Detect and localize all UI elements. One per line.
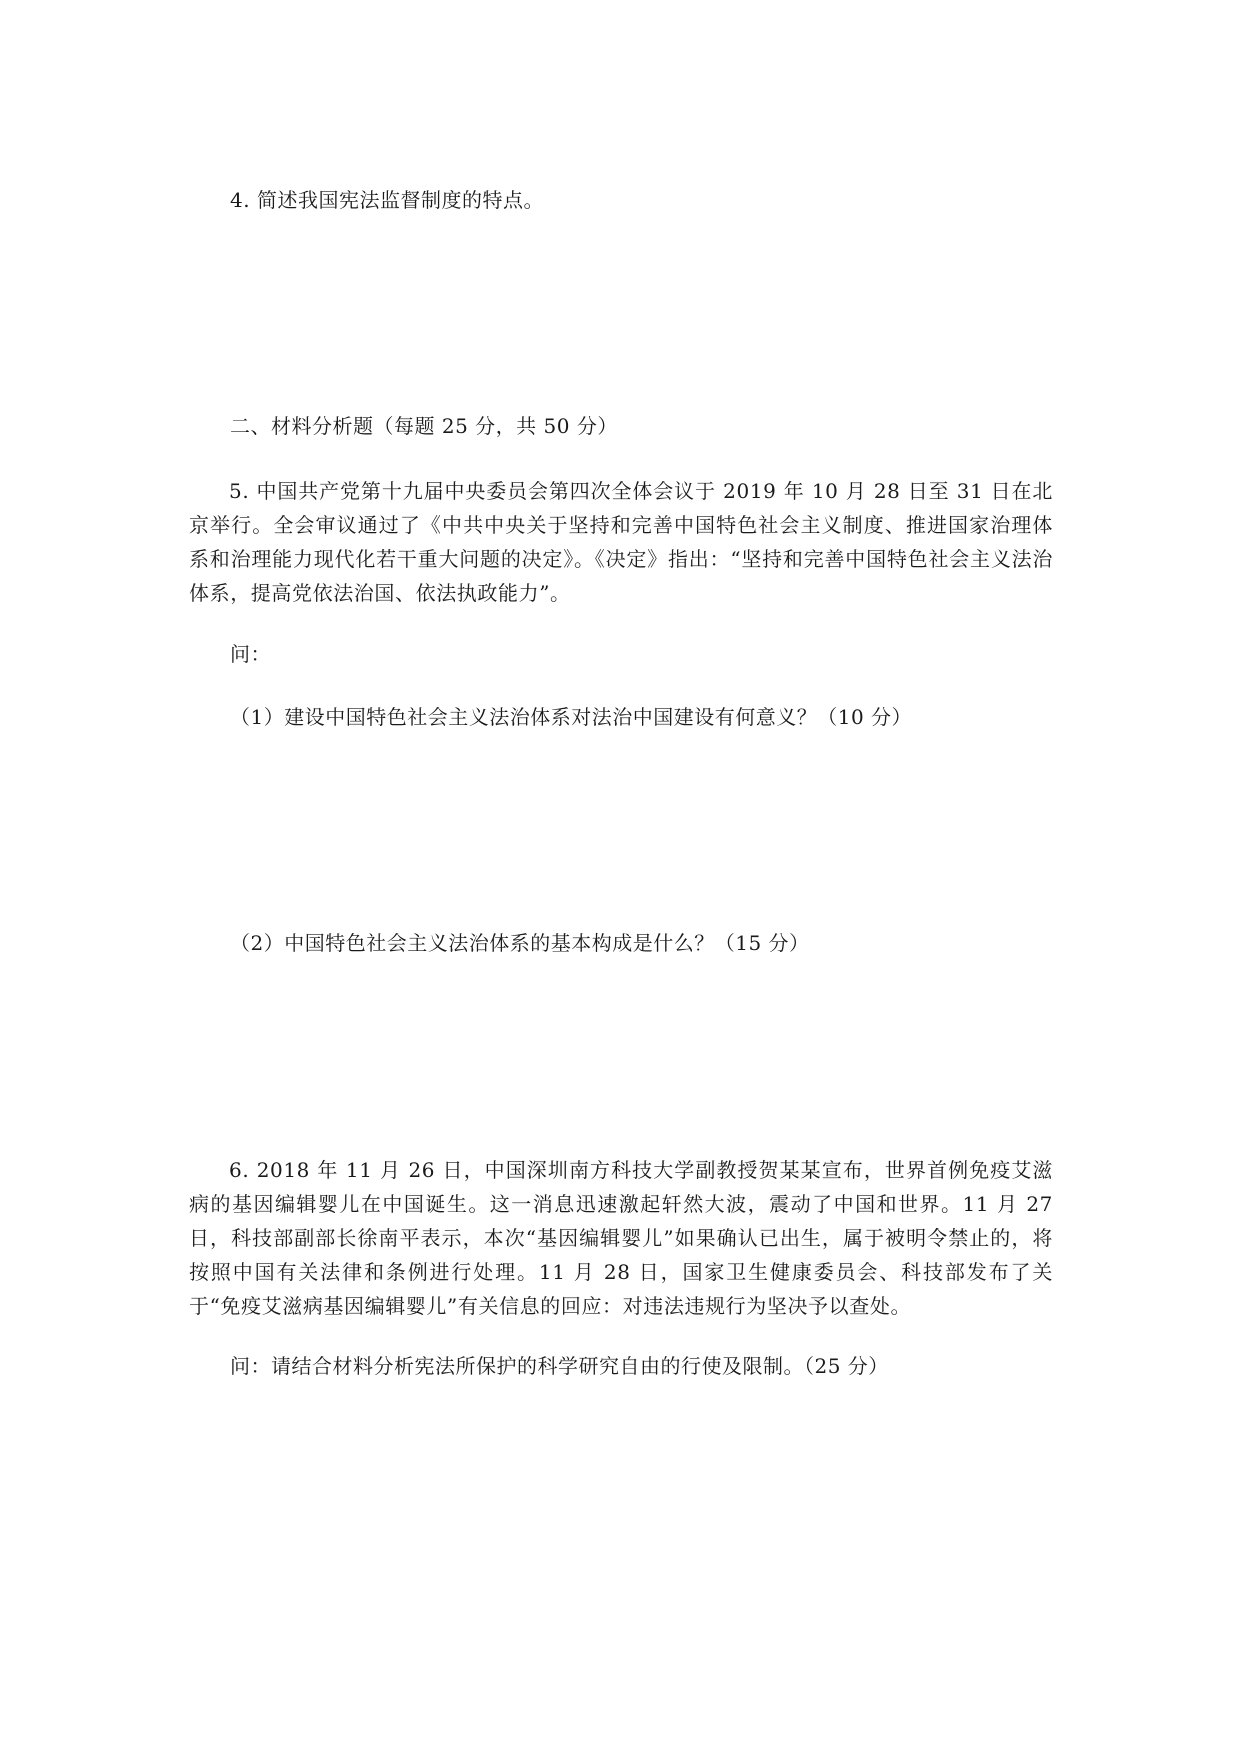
question-6-material: 6. 2018 年 11 月 26 日，中国深圳南方科技大学副教授贺某某宣布，世界首例免疫艾滋病的基因编辑婴儿在中国诞生。这一消息迅速激起轩然大波，震动了中国和世界。11 月 27 日，科技部副部长徐南平表示，本次“基因编辑婴儿”如果确认已出生，属于被明令禁止的，将按照中国有关法律和条例进行处理。11 月 28 日，国家卫生健康委员会、科技部发布了关于“免疫艾滋病基因编辑婴儿”有关信息的回应：对违法违规行为坚决予以查处。 xyxy=(189,1158,1053,1318)
question-5-ask-label: 问： xyxy=(230,642,271,666)
question-5-sub-2: （2）中国特色社会主义法治体系的基本构成是什么？（15 分） xyxy=(230,931,810,955)
question-5-sub-1: （1）建设中国特色社会主义法治体系对法治中国建设有何意义？（10 分） xyxy=(230,705,913,729)
question-5-material: 5. 中国共产党第十九届中央委员会第四次全体会议于 2019 年 10 月 28 日至 31 日在北京举行。全会审议通过了《中共中央关于坚持和完善中国特色社会主义制度、推进国家治理体系和治理能力现代化若干重大问题的决定》。《决定》指出：“坚持和完善中国特色社会主义法治体系，提高党依法治国、依法执政能力”。 xyxy=(189,479,1053,605)
question-6-question: 问：请结合材料分析宪法所保护的科学研究自由的行使及限制。（25 分） xyxy=(230,1354,889,1378)
question-4: 4. 简述我国宪法监督制度的特点。 xyxy=(230,188,544,212)
section-2-heading: 二、材料分析题（每题 25 分，共 50 分） xyxy=(230,414,618,438)
